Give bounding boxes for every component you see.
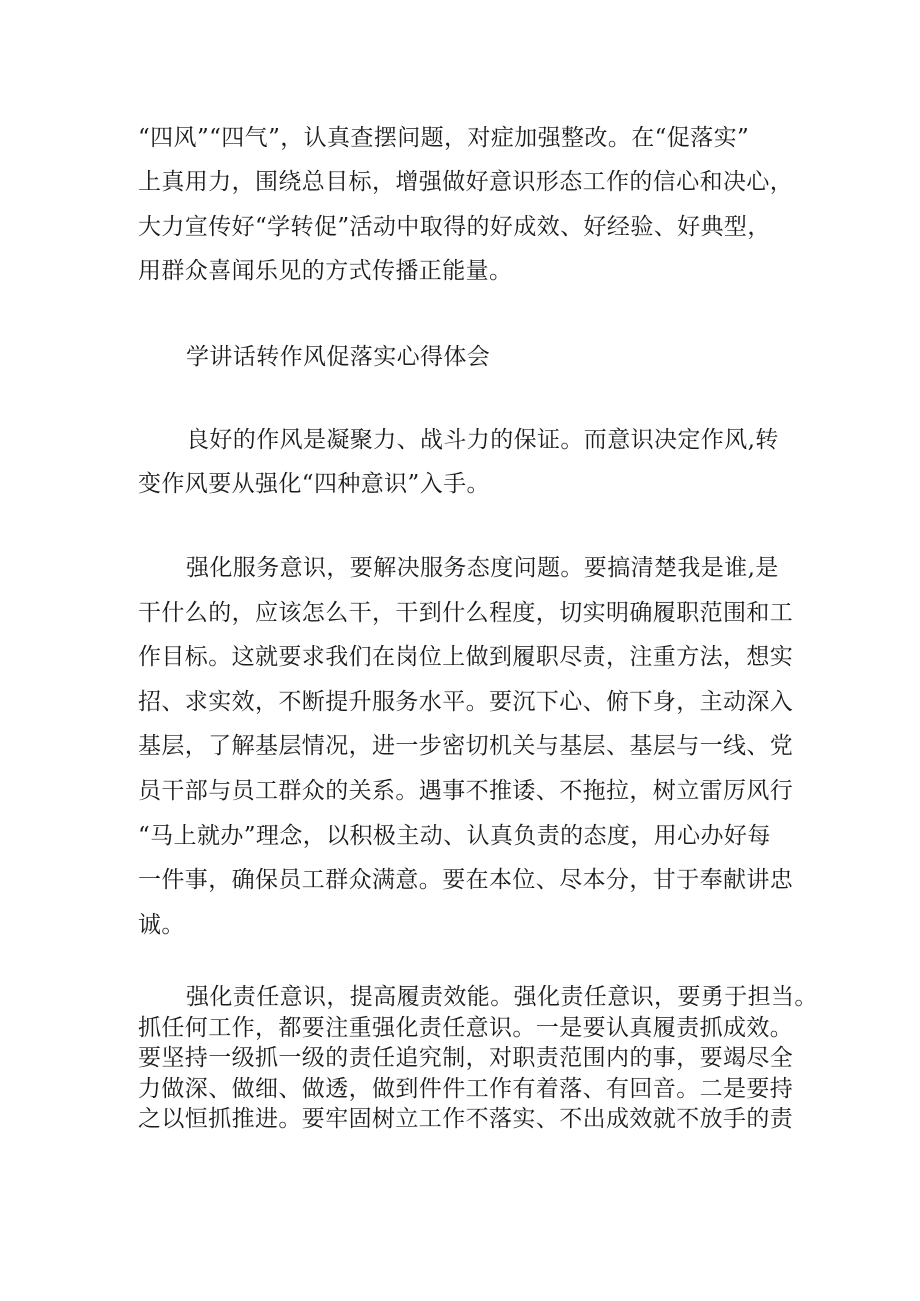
paragraph-service-awareness bbox=[138, 546, 798, 947]
text-line: 良好的作风是凝聚力、战斗力的保证。而意识决定作风,转 bbox=[186, 427, 779, 453]
text-line: “四风”“四气”，认真查摆问题，对症加强整改。在“促落实” bbox=[138, 125, 750, 151]
paragraph-responsibility-awareness bbox=[138, 982, 818, 1135]
text-line: 干什么的，应该怎么干，干到什么程度，切实明确履职范围和工 bbox=[138, 599, 794, 626]
paragraph-intro bbox=[138, 418, 798, 507]
text-line: 力做深、做细、做透，做到件件工作有着落、有回音。二是要持 bbox=[138, 1075, 794, 1102]
text-line: 作目标。这就要求我们在岗位上做到履职尽责，注重方法，想实 bbox=[138, 644, 794, 671]
text-line: 要坚持一级抓一级的责任追究制，对职责范围内的事，要竭尽全 bbox=[138, 1045, 794, 1071]
section-title bbox=[138, 335, 798, 379]
text-line: 强化服务意识，要解决服务态度问题。要搞清楚我是谁,是 bbox=[186, 555, 779, 581]
text-line: 诚。 bbox=[138, 911, 185, 938]
text-line: 一件事，确保员工群众满意。要在本位、尽本分，甘于奉献讲忠 bbox=[138, 867, 794, 894]
paragraph-continuation bbox=[138, 116, 798, 293]
text-line: 抓任何工作，都要注重强化责任意识。一是要认真履责抓成效。 bbox=[138, 1014, 794, 1041]
text-line: 员干部与员工群众的关系。遇事不推诿、不拖拉，树立雷厉风行 bbox=[138, 777, 794, 804]
title-line: 学讲话转作风促落实心得体会 bbox=[186, 344, 491, 370]
text-line: 上真用力，围绕总目标，增强做好意识形态工作的信心和决心， bbox=[138, 169, 794, 196]
text-line: “马上就办”理念，以积极主动、认真负责的态度，用心办好每 bbox=[138, 822, 771, 849]
text-line: 基层，了解基层情况，进一步密切机关与基层、基层与一线、党 bbox=[138, 733, 794, 760]
text-line: 变作风要从强化“四种意识”入手。 bbox=[138, 471, 490, 498]
text-line: 强化责任意识，提高履责效能。强化责任意识，要勇于担当。 bbox=[186, 984, 818, 1010]
text-line: 用群众喜闻乐见的方式传播正能量。 bbox=[138, 257, 513, 284]
text-line: 之以恒抓推进。要牢固树立工作不落实、不出成效就不放手的责 bbox=[138, 1106, 794, 1132]
text-line: 招、求实效，不断提升服务水平。要沉下心、俯下身，主动深入 bbox=[138, 688, 794, 715]
text-line: 大力宣传好“学转促”活动中取得的好成效、好经验、好典型， bbox=[138, 213, 771, 240]
